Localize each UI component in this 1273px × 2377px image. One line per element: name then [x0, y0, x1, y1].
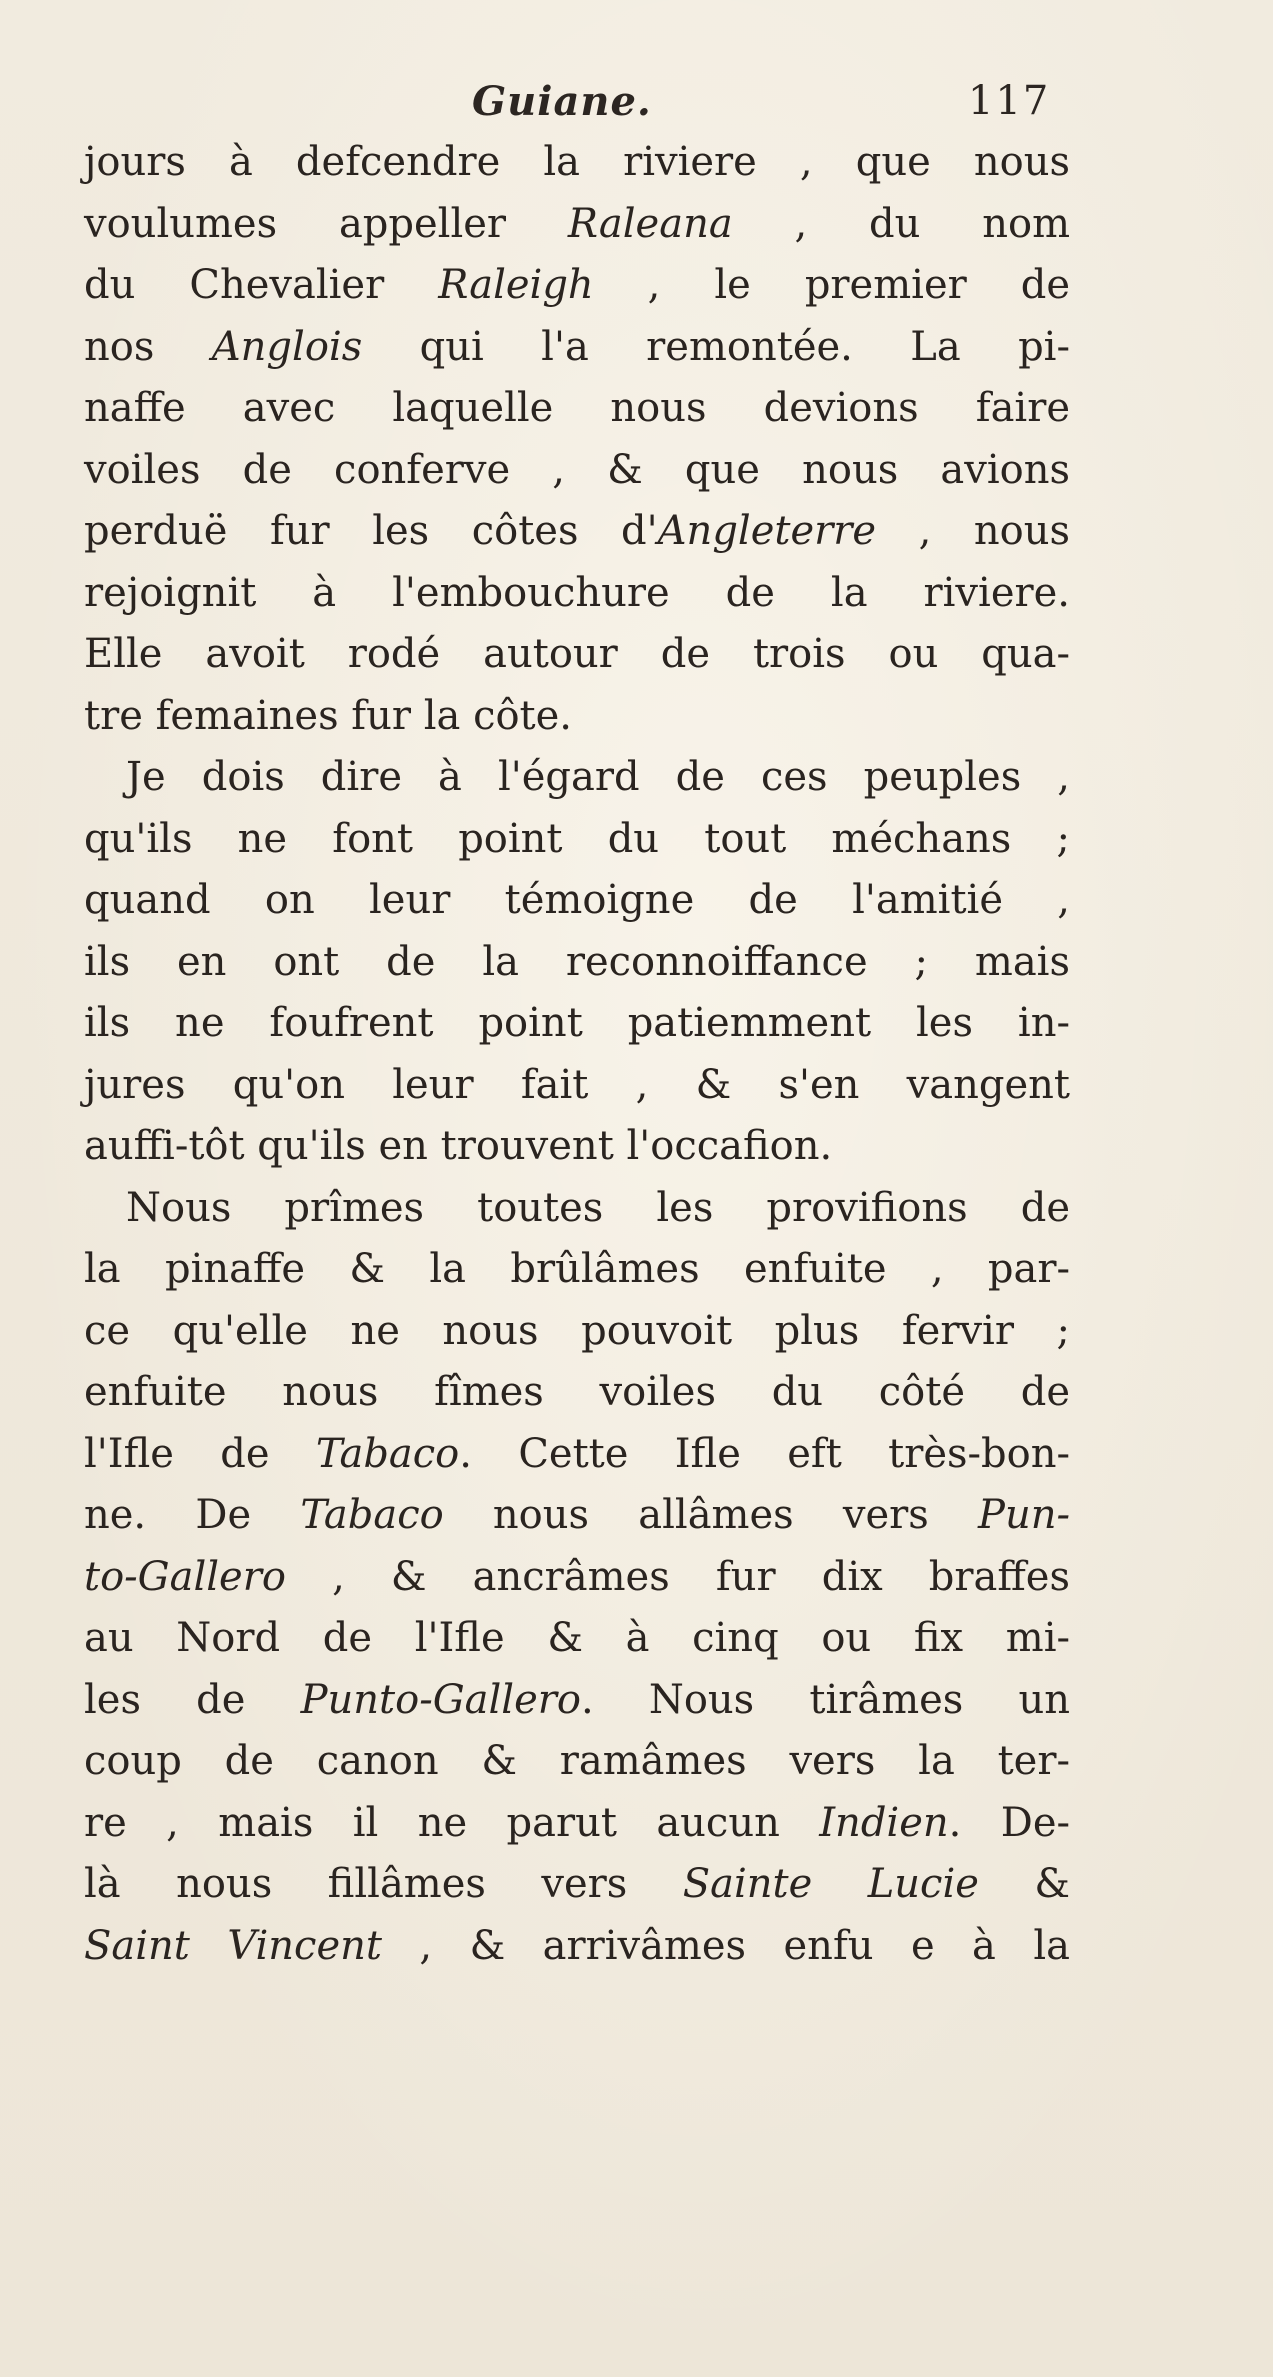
text-line: là nous fillâmes vers Sainte Lucie & [84, 1861, 1070, 1907]
text-line: rejoignit à l'embouchure de la riviere. [84, 569, 1070, 616]
text-line: ne. De Tabaco nous allâmes vers Pun- [84, 1492, 1070, 1538]
text-line: Elle avoit rodé autour de trois ou qua- [84, 631, 1070, 677]
text-line: Nous prîmes toutes les provifions de [126, 1184, 1070, 1231]
text-line: jures qu'on leur fait , & s'en vangent [84, 1061, 1070, 1108]
page-number: 117 [968, 78, 1051, 124]
text-line: les de Punto-Gallero. Nous tirâmes un [84, 1676, 1071, 1723]
text-line: coup de canon & ramâmes vers la ter- [84, 1738, 1070, 1784]
text-line: jours à defcendre la riviere , que nous [84, 139, 1070, 185]
running-title: Guiane. [472, 78, 652, 125]
text-line: enfuite nous fîmes voiles du côté de [84, 1369, 1070, 1415]
text-line: re , mais il ne parut aucun Indien. De- [84, 1799, 1071, 1846]
text-line: du Chevalier Raleigh , le premier de [84, 262, 1070, 308]
text-line: ils en ont de la reconnoiffance ; mais [84, 938, 1070, 985]
text-line: voiles de conferve , & que nous avions [84, 446, 1070, 493]
text-line: qu'ils ne font point du tout méchans ; [84, 815, 1070, 862]
text-line: tre femaines fur la côte. [84, 692, 573, 739]
text-line: l'Ifle de Tabaco. Cette Ifle eft très-bon- [84, 1430, 1071, 1477]
text-line: perduë fur les côtes d'Angleterre , nous [84, 508, 1071, 554]
text-line: naffe avec laquelle nous devions faire [84, 385, 1070, 431]
text-line: voulumes appeller Raleana , du nom [84, 200, 1070, 247]
text-line: auffi-tôt qu'ils en trouvent l'occafion. [84, 1123, 833, 1169]
text-line: au Nord de l'Ifle & à cinq ou fix mi- [84, 1615, 1070, 1661]
text-line: la pinaffe & la brûlâmes enfuite , par- [84, 1246, 1070, 1292]
text-line: Je dois dire à l'égard de ces peuples , [126, 754, 1070, 800]
text-line: nos Anglois qui l'a remontée. La pi- [84, 323, 1070, 370]
body-text [84, 132, 1070, 1977]
text-line: Saint Vincent , & arrivâmes enfu e à la [84, 1922, 1070, 1969]
text-line: quand on leur témoigne de l'amitié , [84, 877, 1070, 923]
text-line: ce qu'elle ne nous pouvoit plus fervir ; [84, 1307, 1070, 1354]
text-line: ils ne foufrent point patiemment les in- [84, 1000, 1070, 1046]
text-line: to-Gallero , & ancrâmes fur dix braffes [84, 1553, 1070, 1600]
page-header [0, 78, 1273, 138]
